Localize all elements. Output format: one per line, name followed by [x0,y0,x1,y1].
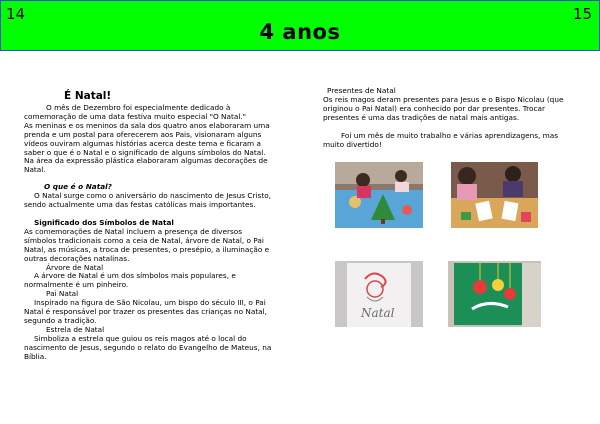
photo-ornament-card [448,261,541,327]
tree-term: Árvore de Natal [46,262,104,272]
intro-paragraph: O mês de Dezembro foi especialmente dedicado à comemoração de uma data festiva muito especial "O Natal." [24,103,247,121]
tree-text: A árvore de Natal é um dos símbolos mais populares, e normalmente é um pinheiro. [24,271,236,290]
symbols-heading: Significado dos Símbolos de Natal [34,217,174,227]
santa-text: Inspirado na figura de São Nicolau, um bispo do século III, o Pai Natal é responsável por trazer os presentes das crianças no Natal, segundo a tradição. [24,298,267,325]
gifts-text: Os reis magos deram presentes para Jesus e o Bispo Nicolau (que originou o Pai Natal) era conhecido por dar presentes. Trocar presentes é uma das tradições de natal mais antigas. [323,94,564,122]
page-number-left: 14 [6,5,26,23]
page-number-right: 15 [572,5,592,23]
question-heading: O que é o Natal? [44,182,112,192]
photo-children-table-cards [451,162,538,228]
gifts-term: Presentes de Natal [327,86,396,95]
santa-term: Pai Natal [46,289,79,299]
right-text-column [323,87,568,149]
answer-paragraph: O Natal surge como o aniversário do nascimento de Jesus Cristo, sendo actualmente uma das festas católicas mais importantes. [24,191,271,210]
photo-children-tree-mat [335,162,423,228]
page-title: 4 anos [259,20,341,44]
photo-natal-drawing [335,261,423,327]
left-text-column [24,90,276,361]
star-term: Estrela de Natal [46,324,105,334]
drawing-label: Natal [361,306,395,320]
closing-paragraph: Foi um mês de muito trabalho e várias aprendizagens, mas muito divertido! [323,130,559,149]
intro-paragraph-2: As meninas e os meninos da sala dos quatro anos elaboraram uma prenda e um postal para oferecerem aos Pais, visionaram alguns vídeos ouviram algumas histórias acerca deste tema e ficaram a saber o que é o Natal e o significado de alguns símbolos do Natal. Na área da expressão plástica elaboraram algumas decorações de Natal. [24,120,270,175]
article-heading: É Natal! [64,90,112,102]
symbols-intro: As comemorações de Natal incluem a presença de diversos símbolos tradicionais como a ceia de Natal, árvore de Natal, o Pai Natal, as músicas, a troca de presentes, o presépio, a iluminação e outras decorações natalinas. [24,226,270,263]
star-text: Simboliza a estrela que guiou os reis magos até o local do nascimento de Jesus, segundo o relato do Evangelho de Mateus, na Bíblia. [24,333,272,361]
